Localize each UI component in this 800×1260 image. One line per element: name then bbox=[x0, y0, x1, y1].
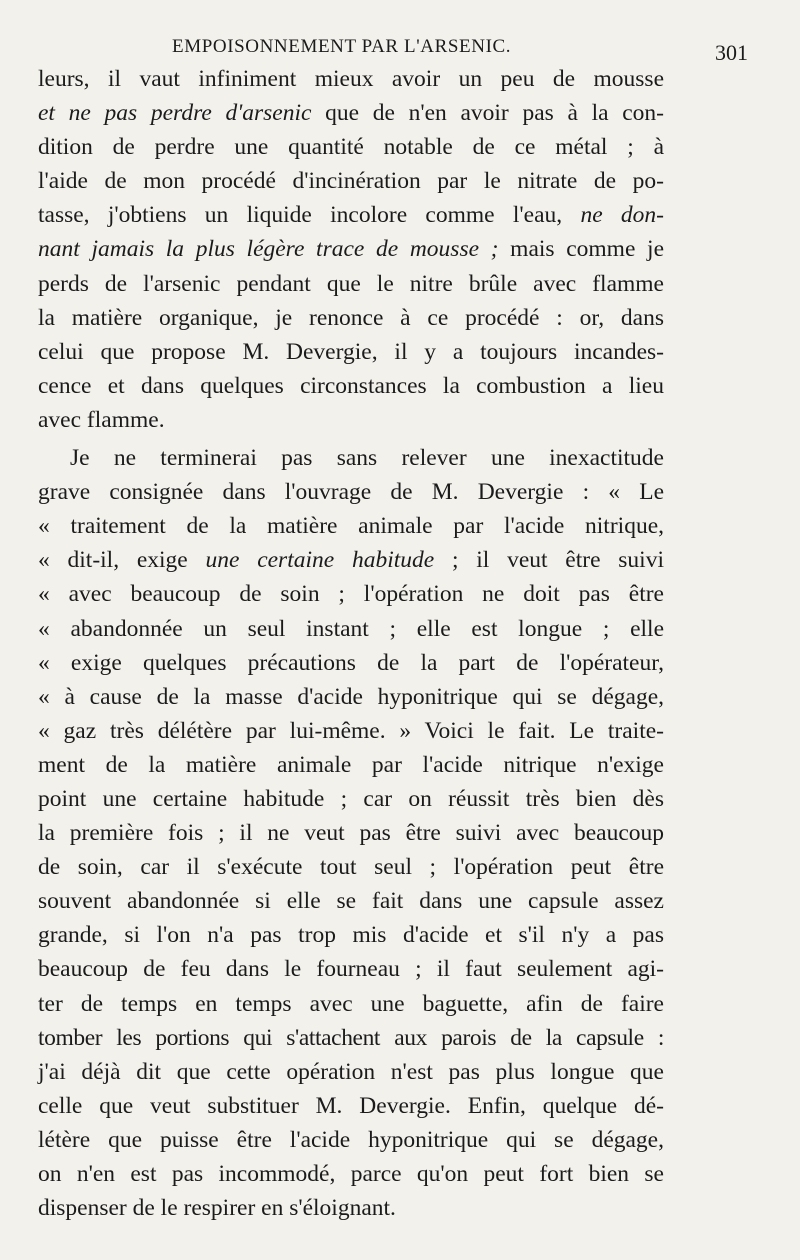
text-line: létère que puisse être l'acide hyponitrique qui se dégage, bbox=[38, 1126, 664, 1153]
text-line: dition de perdre une quantité notable de ce métal ; à bbox=[38, 134, 664, 161]
text-line: beaucoup de feu dans le fourneau ; il faut seulement agi- bbox=[38, 956, 664, 983]
text-line: grave consignée dans l'ouvrage de M. Devergie : « Le bbox=[38, 479, 664, 506]
paragraph-1 bbox=[38, 62, 664, 437]
running-head: EMPOISONNEMENT PAR L'ARSENIC. bbox=[172, 36, 512, 57]
text-line: l'aide de mon procédé d'incinération par le nitrate de po- bbox=[38, 168, 664, 195]
text-line: souvent abandonnée si elle se fait dans une capsule assez bbox=[38, 888, 664, 915]
text-line: leurs, il vaut infiniment mieux avoir un peu de mousse bbox=[38, 66, 664, 92]
paragraph-2 bbox=[38, 441, 664, 1225]
text-line: « traitement de la matière animale par l'acide nitrique, bbox=[38, 513, 664, 540]
page-number: 301 bbox=[715, 40, 748, 65]
text-line: dispenser de le respirer en s'éloignant. bbox=[38, 1195, 396, 1222]
text-line: « abandonnée un seul instant ; elle est longue ; elle bbox=[38, 615, 664, 642]
text-line: nant jamais la plus légère trace de mousse ; mais comme je bbox=[38, 236, 665, 263]
text-line: on n'en est pas incommodé, parce qu'on peut fort bien se bbox=[38, 1161, 664, 1187]
text-line: Je ne terminerai pas sans relever une inexactitude bbox=[70, 445, 664, 472]
text-line: grande, si l'on n'a pas trop mis d'acide et s'il n'y a pas bbox=[38, 922, 664, 949]
text-line: et ne pas perdre d'arsenic que de n'en avoir pas à la con- bbox=[38, 100, 664, 127]
text-line: « gaz très délétère par lui-même. » Voici le fait. Le traite- bbox=[38, 717, 664, 744]
text-line: la matière organique, je renonce à ce procédé : or, dans bbox=[38, 304, 664, 331]
text-line: perds de l'arsenic pendant que le nitre brûle avec flamme bbox=[38, 270, 664, 297]
text-line: tasse, j'obtiens un liquide incolore comme l'eau, ne don- bbox=[38, 202, 664, 229]
text-line: ment de la matière animale par l'acide nitrique n'exige bbox=[38, 751, 664, 778]
text-line: j'ai déjà dit que cette opération n'est pas plus longue que bbox=[38, 1058, 664, 1085]
text-line: avec flamme. bbox=[38, 406, 165, 433]
text-line: « avec beaucoup de soin ; l'opération ne doit pas être bbox=[38, 581, 664, 608]
text-line: « dit-il, exige une certaine habitude ; il veut être suivi bbox=[38, 547, 664, 574]
text-line: ter de temps en temps avec une baguette, afin de faire bbox=[38, 990, 664, 1017]
text-line: point une certaine habitude ; car on réussit très bien dès bbox=[38, 785, 664, 812]
text-line: la première fois ; il ne veut pas être suivi avec beaucoup bbox=[38, 820, 664, 847]
text-line: celui que propose M. Devergie, il y a toujours incandes- bbox=[38, 338, 664, 365]
text-line: « à cause de la masse d'acide hyponitrique qui se dégage, bbox=[38, 683, 664, 710]
text-line: celle que veut substituer M. Devergie. Enfin, quelque dé- bbox=[38, 1092, 664, 1119]
body-text bbox=[38, 62, 664, 1225]
text-line: cence et dans quelques circonstances la combustion a lieu bbox=[38, 372, 664, 399]
text-line: de soin, car il s'exécute tout seul ; l'opération peut être bbox=[38, 854, 664, 881]
text-line: « exige quelques précautions de la part de l'opérateur, bbox=[38, 649, 664, 676]
text-line: tomber les portions qui s'attachent aux parois de la capsule : bbox=[38, 1024, 664, 1051]
page-header bbox=[36, 30, 766, 64]
